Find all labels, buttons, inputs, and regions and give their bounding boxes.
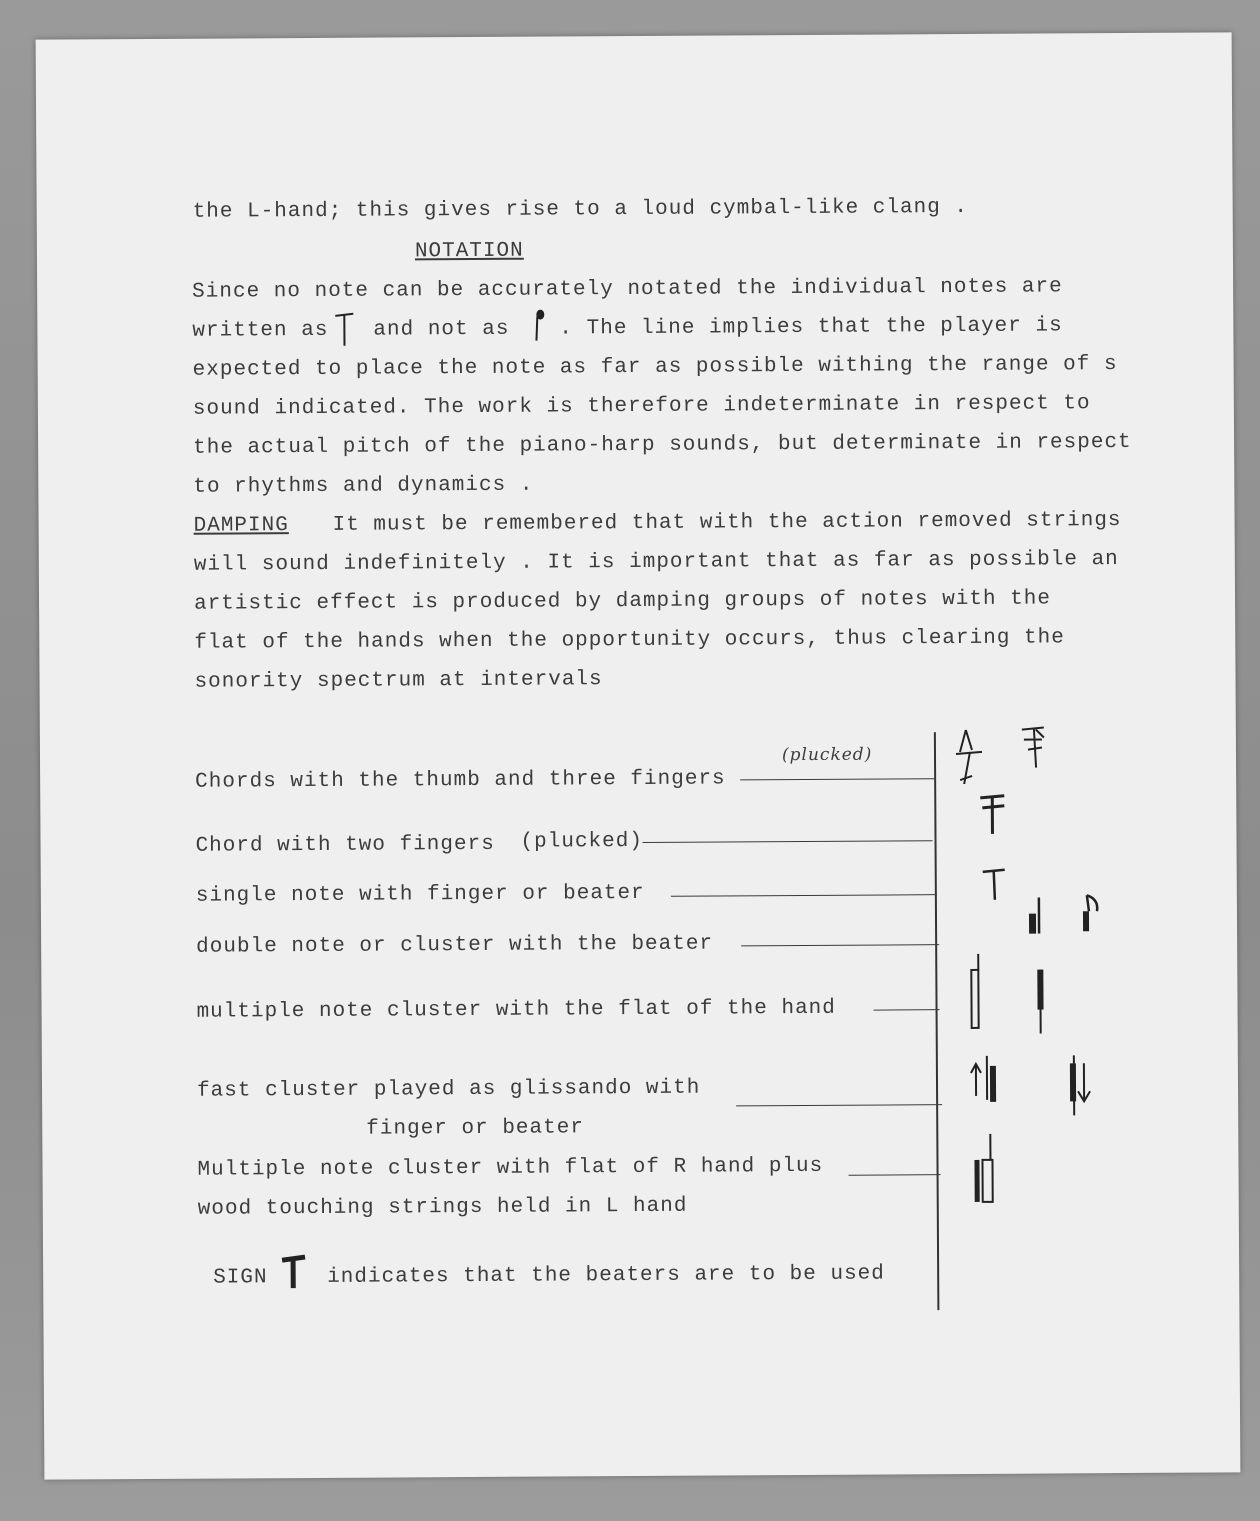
- chord-thumb-symbols: [952, 723, 1092, 794]
- glissando-symbols: [968, 1051, 1108, 1122]
- leader-line: [741, 944, 939, 946]
- legend-chord-two-plucked: (plucked): [520, 829, 644, 854]
- text-line: will sound indefinitely . It is important that as far as possible an: [193, 548, 1119, 577]
- legend-divider: [934, 732, 940, 1310]
- sign-prefix: SIGN: [213, 1266, 268, 1290]
- text-line: the actual pitch of the piano-harp sounds, but determinate in respect: [193, 430, 1132, 460]
- leader-line: [874, 1009, 940, 1010]
- legend-single-note: single note with finger or beater: [195, 881, 645, 908]
- flat-R-hand-symbol: [970, 1130, 1010, 1210]
- line-note-symbol: [333, 310, 355, 350]
- text-line-clang: the L-hand; this gives rise to a loud cymbal-like clang .: [192, 195, 969, 224]
- leader-line: [740, 778, 934, 780]
- damping-heading: DAMPING: [193, 514, 289, 538]
- text-line: It must be remembered that with the action removed strings: [332, 509, 1122, 537]
- single-note-symbols: [979, 865, 1119, 946]
- legend-multiple-flat: multiple note cluster with the flat of the hand: [196, 996, 836, 1024]
- text-line: . The line implies that the player is: [559, 314, 1063, 341]
- notation-heading: NOTATION: [414, 239, 524, 264]
- text-line: expected to place the note as far as possible withing the range of s: [192, 353, 1118, 382]
- leader-line: [643, 840, 933, 843]
- text-line: and not as: [373, 317, 510, 342]
- handwritten-plucked: (plucked): [781, 744, 873, 766]
- text-line: artistic effect is produced by damping groups of notes with the: [193, 587, 1052, 616]
- leader-line: [849, 1174, 941, 1176]
- legend-chords-thumb: Chords with the thumb and three fingers: [195, 767, 726, 794]
- leader-line: [671, 894, 937, 897]
- typed-page: [36, 32, 1241, 1479]
- text-line: Since no note can be accurately notated the individual notes are: [192, 275, 1063, 304]
- legend-multiple-R: Multiple note cluster with flat of R hand plus: [197, 1154, 824, 1182]
- text-line: written as: [192, 318, 329, 343]
- flat-hand-symbols: [967, 949, 1068, 1040]
- legend-chord-two: Chord with two fingers: [195, 832, 495, 858]
- legend-multiple-R-cont: wood touching strings held in L hand: [197, 1194, 688, 1221]
- sign-description: indicates that the beaters are to be used: [327, 1262, 885, 1289]
- leader-line: [736, 1104, 942, 1106]
- legend-fast-cluster-cont: finger or beater: [366, 1116, 584, 1141]
- chord-two-symbol: [976, 790, 1016, 840]
- beater-sign-icon: [279, 1252, 309, 1292]
- legend-double-note: double note or cluster with the beater: [196, 932, 714, 959]
- text-line: sonority spectrum at intervals: [194, 668, 603, 694]
- text-line: to rhythms and dynamics .: [193, 473, 534, 499]
- text-line: flat of the hands when the opportunity occurs, thus clearing the: [194, 626, 1065, 655]
- text-line: sound indicated. The work is therefore indeterminate in respect to: [192, 392, 1091, 421]
- legend-fast-cluster: fast cluster played as glissando with: [196, 1076, 701, 1103]
- dot-note-symbol: [531, 309, 547, 345]
